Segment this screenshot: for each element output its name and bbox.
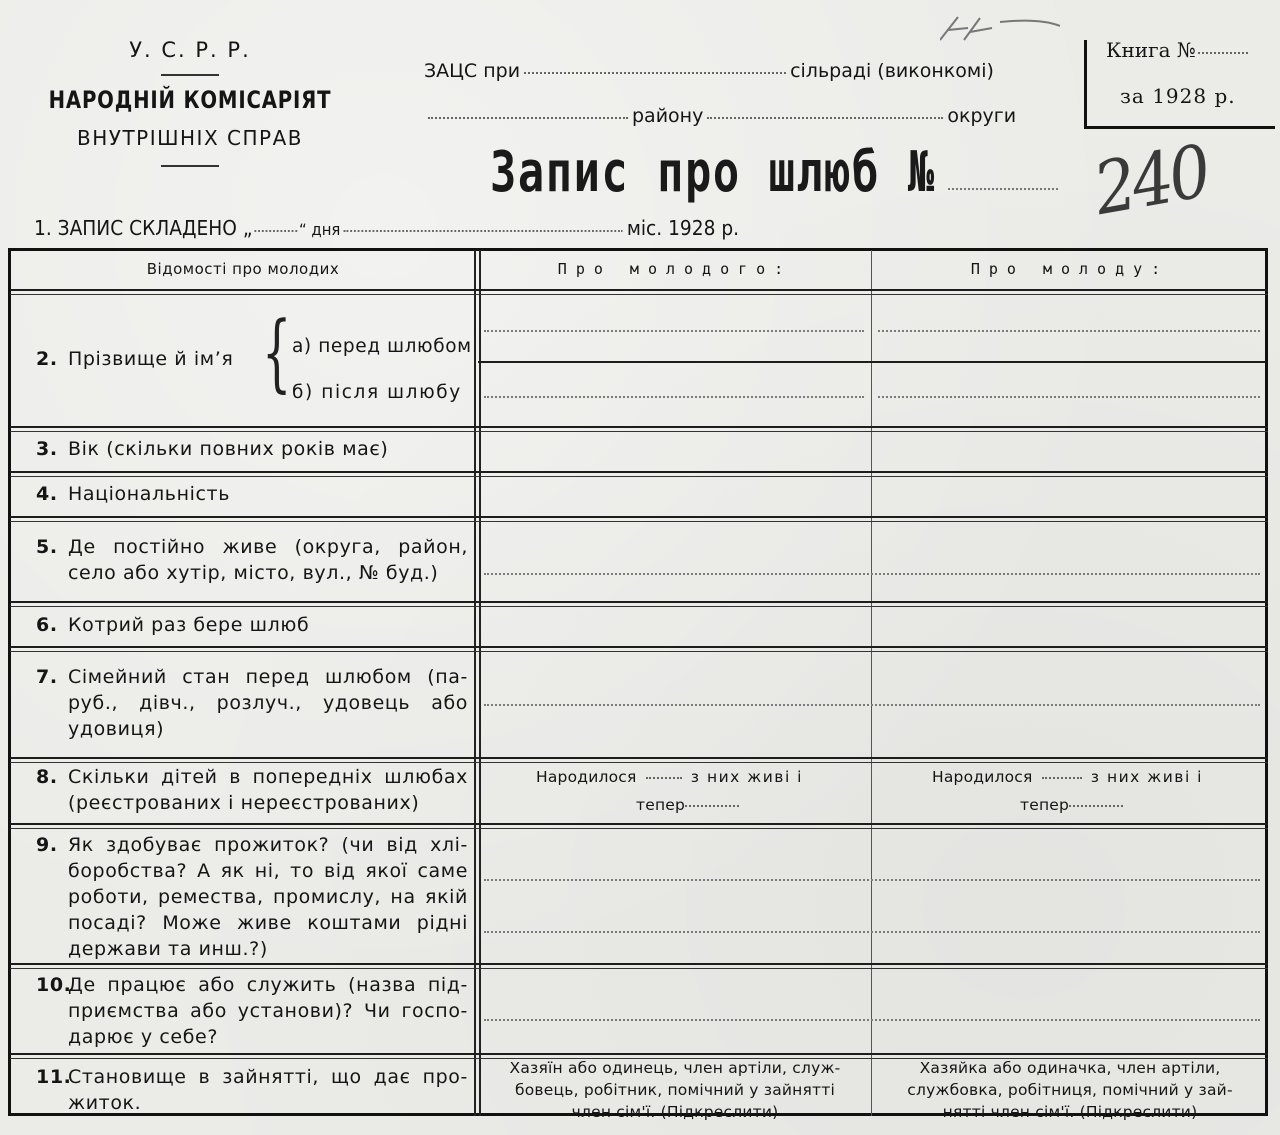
book-label: Книга № [1106,38,1196,62]
row-8-label: 8. Скільки дітей в попередніх шлюбах (реєстрованих і нереєстрованих) [36,766,468,814]
groom-alive-field[interactable] [685,805,739,807]
row-4-label: 4. Національність [36,483,230,505]
rayon-label: району [632,105,704,127]
bride-alive-field[interactable] [1069,805,1123,807]
rayon-field[interactable] [428,117,628,119]
row-divider [10,601,1268,607]
record-number-field[interactable] [948,188,1058,190]
groom-children: Народилося з них живі і тепер [536,768,803,814]
book-year: за 1928 р. [1120,84,1236,108]
row-divider [10,757,1268,763]
bride-name-after-field[interactable] [878,396,1260,398]
groom-name-before-field[interactable] [484,330,864,332]
workplace-field[interactable] [484,1019,1260,1021]
groom-occupation-status[interactable]: Хазяїн або одинець, член артіли, служ- бовець, робітник, помічний у зайнятті член сім'ї. (Підкреслити) [509,1059,841,1121]
column-header-bride: Про молоду: [970,260,1170,278]
row-divider [10,823,1268,829]
brace-icon: { [262,303,292,401]
zags-line [424,60,994,82]
book-number [1106,38,1252,62]
row-10-label: 10.Де працює або служить (назва під- приємства або установи)? Чи госпо- дарює у себе? [36,974,468,1048]
month-field[interactable] [344,230,623,232]
row-2-sub-a: а) перед шлюбом [292,336,472,357]
row-3-label: 3. Вік (скільки повних років має) [36,438,389,460]
row-5-label: 5. Де постійно живе (округа, район, село або хутір, місто, вул., № буд.) [36,536,468,584]
bride-children: Народилося з них живі і тепер [932,768,1203,814]
column-header-info: Відомості про молодих [146,260,340,278]
column-header-groom: Про молодого: [557,260,793,278]
record-quote: “ дня [298,220,341,239]
row-7-label: 7. Сімейний стан перед шлюбом (па- руб., дівч., розлуч., удовець або удовиця) [36,666,468,740]
column-divider [871,250,872,1116]
divider [161,74,219,76]
book-number-field[interactable] [1198,52,1248,54]
row-9-label: 9. Як здобуває прожиток? (чи від хлі- боробства? А як ні, то від якої саме роботи, ремества, промислу, на якій посаді? Може живе коштами рідні держави та инш.?) [36,834,468,960]
marital-status-field[interactable] [484,704,1260,706]
department-title: ВНУТРІШНІХ СПРАВ [77,126,303,150]
divider [161,165,219,167]
row-divider [10,289,1268,295]
groom-name-after-field[interactable] [484,396,864,398]
record-suffix: міс. 1928 р. [626,216,740,240]
okruha-label: округи [947,105,1017,127]
row-6-label: 6. Котрий раз бере шлюб [36,614,310,636]
handwritten-record-number: 240 [1087,128,1214,232]
day-field[interactable] [254,230,297,232]
row-divider [10,963,1268,969]
rayon-line [424,105,1016,127]
document-title: Запис про шлюб № [490,140,936,205]
bride-name-before-field[interactable] [878,330,1260,332]
row-11-label: 11.Становище в зайнятті, що дає про- житок. [36,1066,468,1114]
livelihood-field-1[interactable] [484,879,1260,881]
row-divider [10,516,1268,522]
state-header: У. С. Р. Р. [129,38,251,62]
zags-field[interactable] [524,72,786,74]
row-divider [10,426,1268,432]
groom-age-field[interactable] [480,474,870,516]
residence-field[interactable] [484,573,1260,575]
okruha-field[interactable] [707,117,943,119]
groom-born-field[interactable] [646,777,682,779]
row-2-label: 2. Прізвище й ім’я [36,348,234,370]
commissariat-title: НАРОДНІЙ КОМІСАРІЯТ [48,86,332,114]
zags-suffix: сільраді (виконкомі) [790,60,994,82]
bride-occupation-status[interactable]: Хазяйка або одиначка, член артіли, службовка, робітниця, помічний у зай- нятті член сім'ї. (Підкреслити) [907,1059,1233,1121]
record-date-line [34,216,739,240]
bride-born-field[interactable] [1042,777,1082,779]
zags-prefix: ЗАЦС при [424,60,521,82]
row-divider [10,646,1268,652]
pencil-mark [940,12,1060,42]
record-prefix: 1. ЗАПИС СКЛАДЕНО „ [34,216,253,240]
row-subdivider [478,361,1266,363]
row-2-sub-b: б) після шлюбу [292,382,462,403]
livelihood-field-2[interactable] [484,931,1260,933]
